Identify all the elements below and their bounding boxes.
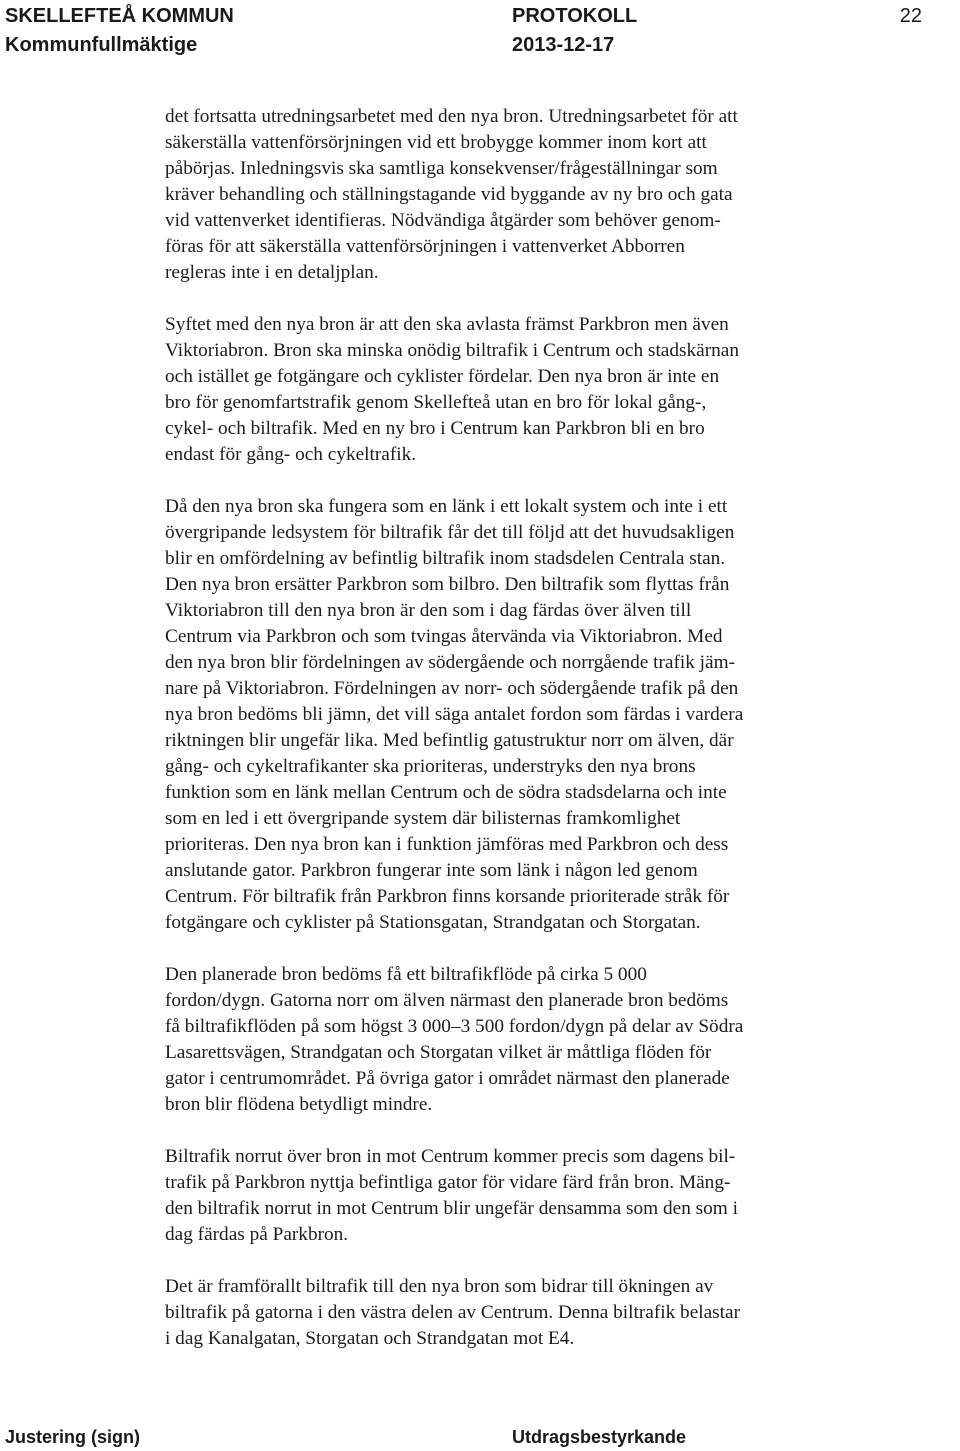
text-line: övergripande ledsystem för biltrafik får det till följd att det huvudsakligen (165, 522, 735, 543)
text-line: den nya bron blir fördelningen av södergående och norrgående trafik jäm- (165, 652, 736, 673)
council-name: Kommunfullmäktige (5, 34, 198, 56)
text-line: endast för gång- och cykeltrafik. (165, 444, 417, 465)
text-line: föras för att säkerställa vattenförsörjningen i vattenverket Abborren (165, 236, 685, 257)
text-line: Centrum via Parkbron och som tvingas återvända via Viktoriabron. Med (165, 626, 723, 647)
text-line: kräver behandling och ställningstagande vid byggande av ny bro och gata (165, 184, 733, 205)
text-line: Viktoriabron till den nya bron är den som i dag färdas över älven till (165, 600, 692, 621)
text-line: gång- och cykeltrafikanter ska prioriteras, understryks den nya brons (165, 756, 696, 777)
text-line: gator i centrumområdet. På övriga gator i området närmast den planerade (165, 1068, 730, 1089)
text-line: som en led i ett övergripande system där bilisternas framkomlighet (165, 808, 681, 829)
signature-label: Justering (sign) (5, 1427, 141, 1447)
document-body (165, 104, 865, 1352)
text-line: dag färdas på Parkbron. (165, 1224, 349, 1245)
text-line: riktningen blir ungefär lika. Med befintlig gatustruktur norr om älven, där (165, 730, 734, 751)
text-line: regleras inte i en detaljplan. (165, 262, 379, 283)
text-line: biltrafik på gatorna i den västra delen av Centrum. Denna biltrafik belastar (165, 1302, 741, 1323)
certification-label: Utdragsbestyrkande (512, 1427, 687, 1447)
text-line: Lasarettsvägen, Strandgatan och Storgatan vilket är måttliga flöden för (165, 1042, 712, 1063)
text-line: Den nya bron ersätter Parkbron som bilbro. Den biltrafik som flyttas från (165, 574, 730, 595)
text-line: Syftet med den nya bron är att den ska avlasta främst Parkbron men även (165, 314, 729, 335)
paragraph (165, 104, 865, 286)
text-line: i dag Kanalgatan, Storgatan och Strandgatan mot E4. (165, 1328, 575, 1349)
text-line: nare på Viktoriabron. Fördelningen av norr- och södergående trafik på den (165, 678, 739, 699)
municipality-name: SKELLEFTEÅ KOMMUN (5, 5, 234, 27)
text-line: bro för genomfartstrafik genom Skellefteå utan en bro för lokal gång-, (165, 392, 707, 413)
text-line: fotgängare och cyklister på Stationsgatan, Strandgatan och Storgatan. (165, 912, 701, 933)
text-line: Det är framförallt biltrafik till den nya bron som bidrar till ökningen av (165, 1276, 714, 1297)
document-type: PROTOKOLL (512, 5, 638, 27)
text-line: den biltrafik norrut in mot Centrum blir ungefär densamma som den som i (165, 1198, 738, 1219)
meeting-date: 2013-12-17 (512, 34, 615, 56)
paragraph (165, 312, 865, 468)
text-line: säkerställa vattenförsörjningen vid ett brobygge kommer inom kort att (165, 132, 707, 153)
text-line: och istället ge fotgängare och cyklister fördelar. Den nya bron är inte en (165, 366, 720, 387)
text-line: vid vattenverket identifieras. Nödvändiga åtgärder som behöver genom- (165, 210, 721, 231)
paragraph (165, 494, 865, 936)
text-line: funktion som en länk mellan Centrum och de södra stadsdelarna och inte (165, 782, 727, 803)
text-line: nya bron bedöms bli jämn, det vill säga antalet fordon som färdas i vardera (165, 704, 744, 725)
text-line: bron blir flödena betydligt mindre. (165, 1094, 433, 1115)
text-line: trafik på Parkbron nyttja befintliga gator för vidare färd från bron. Mäng- (165, 1172, 731, 1193)
text-line: fordon/dygn. Gatorna norr om älven närmast den planerade bron bedöms (165, 990, 729, 1011)
text-line: anslutande gator. Parkbron fungerar inte som länk i någon led genom (165, 860, 698, 881)
paragraph (165, 1274, 865, 1352)
paragraph (165, 962, 865, 1118)
text-line: Viktoriabron. Bron ska minska onödig biltrafik i Centrum och stadskärnan (165, 340, 739, 361)
page-number: 22 (899, 5, 922, 27)
text-line: påbörjas. Inledningsvis ska samtliga konsekvenser/frågeställningar som (165, 158, 718, 179)
text-line: blir en omfördelning av befintlig biltrafik inom stadsdelen Centrala stan. (165, 548, 726, 569)
text-line: Biltrafik norrut över bron in mot Centrum kommer precis som dagens bil- (165, 1146, 736, 1167)
text-line: prioriteras. Den nya bron kan i funktion jämföras med Parkbron och dess (165, 834, 729, 855)
paragraph (165, 1144, 865, 1248)
text-line: Centrum. För biltrafik från Parkbron finns korsande prioriterade stråk för (165, 886, 730, 907)
text-line: det fortsatta utredningsarbetet med den nya bron. Utredningsarbetet för att (165, 106, 738, 127)
text-line: Då den nya bron ska fungera som en länk i ett lokalt system och inte i ett (165, 496, 728, 517)
text-line: cykel- och biltrafik. Med en ny bro i Centrum kan Parkbron bli en bro (165, 418, 705, 439)
text-line: få biltrafikflöden på som högst 3 000–3 500 fordon/dygn på delar av Södra (165, 1016, 744, 1037)
text-line: Den planerade bron bedöms få ett biltrafikflöde på cirka 5 000 (165, 964, 647, 985)
